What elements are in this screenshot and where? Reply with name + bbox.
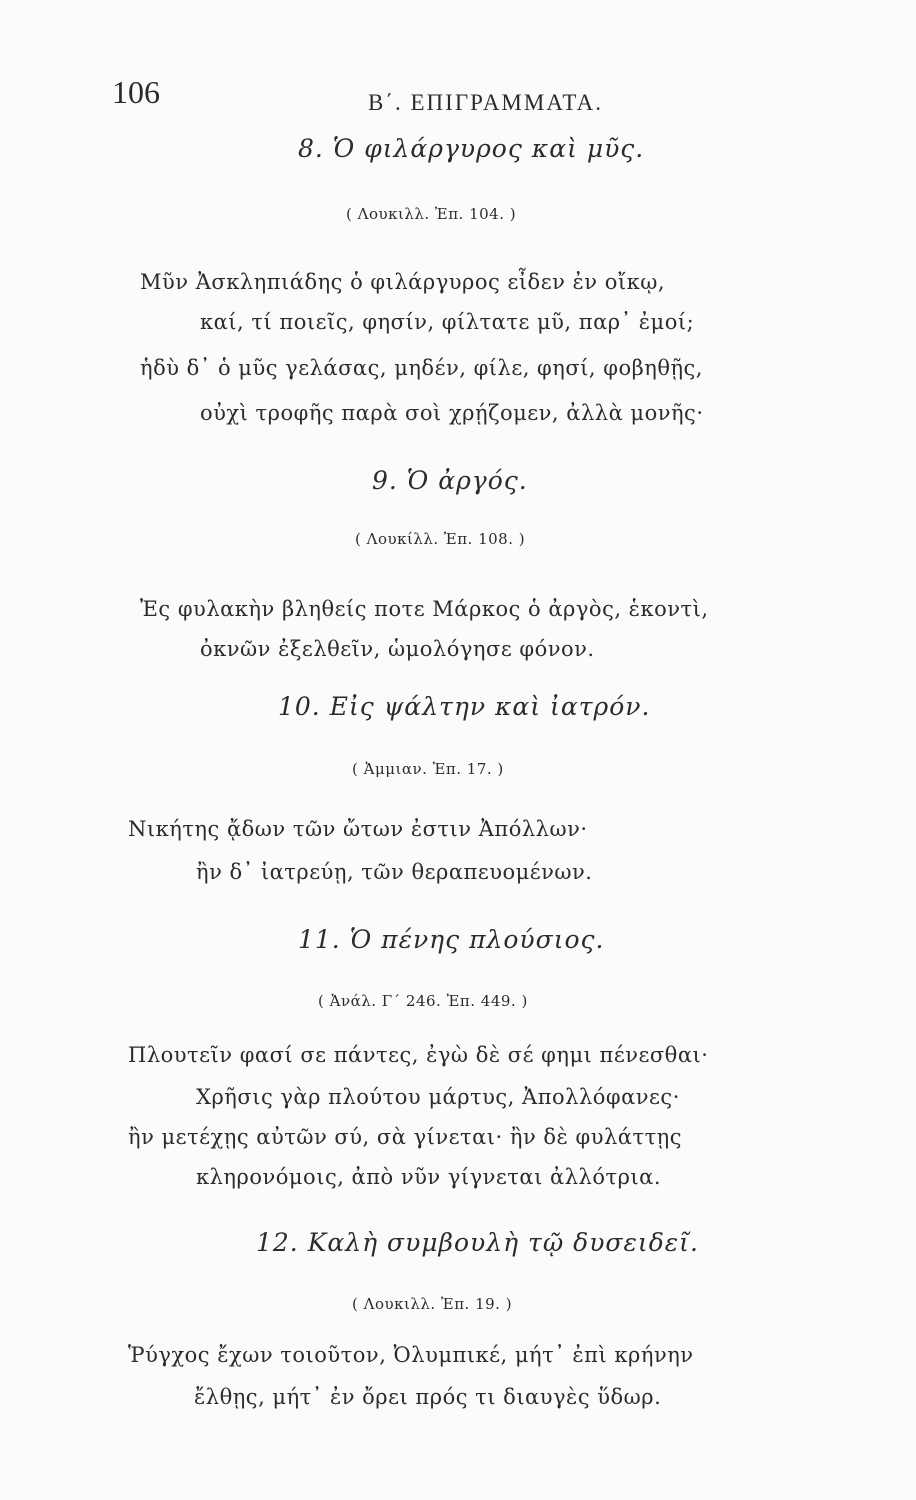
poem-line: οὐχὶ τροφῆς παρὰ σοὶ χρῄζομεν, ἀλλὰ μονῆς· <box>200 401 704 425</box>
poem-line: Πλουτεῖν φασί σε πάντες, ἐγὼ δὲ σέ φημι πένεσθαι· <box>128 1043 709 1067</box>
poem-line: Ἐς φυλακὴν βληθείς ποτε Μάρκος ὁ ἀργὸς, ἑκοντὶ, <box>140 597 709 621</box>
poem-line: Νικήτης ᾄδων τῶν ὤτων ἐστιν Ἀπόλλων· <box>128 817 588 841</box>
poem-line: ἡδὺ δ᾽ ὁ μῦς γελάσας, μηδέν, φίλε, φησί, φοβηθῇς, <box>140 356 703 380</box>
running-head: Β΄. ΕΠΙΓΡΑΜΜΑΤΑ. <box>368 90 603 115</box>
poem-title: 8. Ὁ φιλάργυρος καὶ μῦς. <box>298 134 645 163</box>
poem-line: κληρονόμοις, ἀπὸ νῦν γίγνεται ἀλλότρια. <box>196 1165 662 1189</box>
poem-line: ὀκνῶν ἐξελθεῖν, ὡμολόγησε φόνον. <box>200 637 595 661</box>
poem-title: 10. Εἰς ψάλτην καὶ ἰατρόν. <box>278 692 651 721</box>
poem-source: ( Λουκιλλ. Ἐπ. 19. ) <box>352 1295 513 1313</box>
poem-source: ( Ἀνάλ. Γ΄ 246. Ἐπ. 449. ) <box>318 992 528 1010</box>
poem-line: Μῦν Ἀσκληπιάδης ὁ φιλάργυρος εἶδεν ἐν οἴκῳ, <box>140 270 666 294</box>
poem-source: ( Ἀμμιαν. Ἐπ. 17. ) <box>352 760 504 778</box>
page-number: 106 <box>112 74 160 110</box>
poem-title: 9. Ὁ ἀργός. <box>372 466 528 495</box>
poem-title: 12. Καλὴ συμβουλὴ τῷ δυσειδεῖ. <box>256 1228 699 1257</box>
poem-line: Χρῆσις γὰρ πλούτου μάρτυς, Ἀπολλόφανες· <box>196 1085 680 1109</box>
poem-line: καί, τί ποιεῖς, φησίν, φίλτατε μῦ, παρ᾽ ἐμοί; <box>200 310 695 334</box>
poem-source: ( Λουκιλλ. Ἐπ. 104. ) <box>346 205 517 223</box>
poem-title: 11. Ὁ πένης πλούσιος. <box>298 925 605 954</box>
poem-line: ἢν μετέχῃς αὐτῶν σύ, σὰ γίνεται· ἢν δὲ φυλάττῃς <box>128 1125 683 1149</box>
poem-line: ἔλθῃς, μήτ᾽ ἐν ὄρει πρός τι διαυγὲς ὕδωρ. <box>194 1385 662 1409</box>
poem-source: ( Λουκίλλ. Ἐπ. 108. ) <box>355 530 526 548</box>
poem-line: Ῥύγχος ἔχων τοιοῦτον, Ὀλυμπικέ, μήτ᾽ ἐπὶ κρήνην <box>128 1343 694 1367</box>
poem-line: ἢν δ᾽ ἰατρεύῃ, τῶν θεραπευομένων. <box>196 860 593 884</box>
